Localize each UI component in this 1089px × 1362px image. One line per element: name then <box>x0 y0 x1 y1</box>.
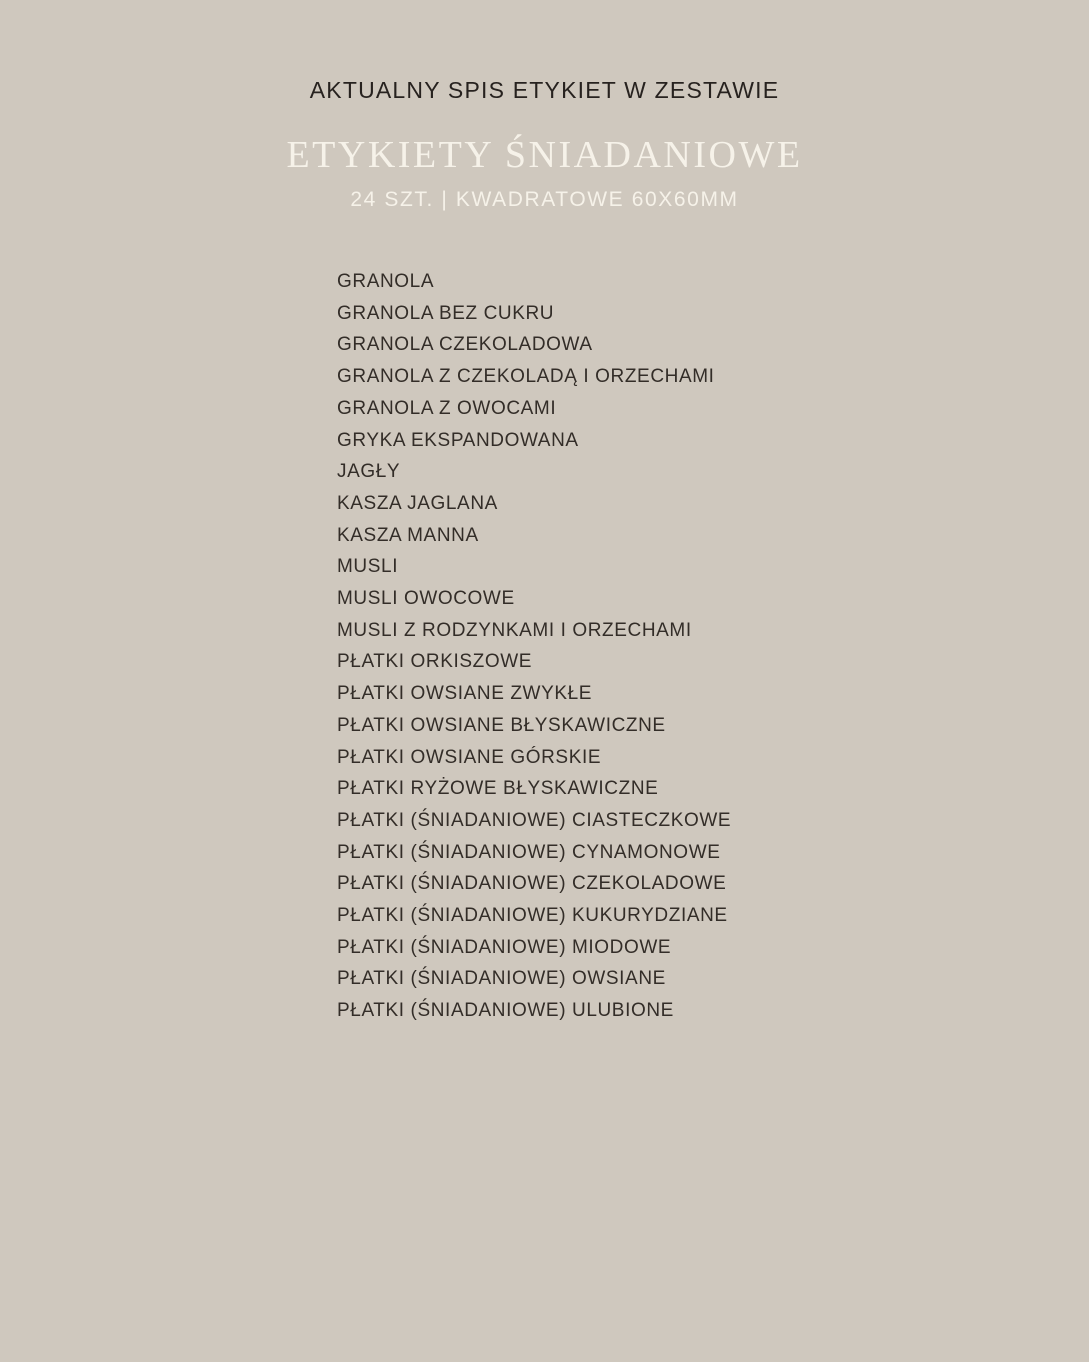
label-list-item: PŁATKI OWSIANE BŁYSKAWICZNE <box>337 714 666 736</box>
page-kicker: AKTUALNY SPIS ETYKIET W ZESTAWIE <box>309 77 780 103</box>
label-list-item: PŁATKI OWSIANE GÓRSKIE <box>337 746 602 768</box>
label-list-item: MUSLI Z RODZYNKAMI I ORZECHAMI <box>337 619 692 641</box>
label-list-item: PŁATKI (ŚNIADANIOWE) CIASTECZKOWE <box>337 809 732 831</box>
label-list-item: MUSLI OWOCOWE <box>337 588 515 610</box>
label-list-item: PŁATKI OWSIANE ZWYKŁE <box>337 683 593 705</box>
page-subtitle: 24 SZT. | KWADRATOWE 60X60MM <box>350 188 739 211</box>
label-list-item: GRYKA EKSPANDOWANA <box>337 429 579 451</box>
label-list-item: GRANOLA BEZ CUKRU <box>337 302 555 324</box>
label-list-item: PŁATKI (ŚNIADANIOWE) CZEKOLADOWE <box>337 873 727 895</box>
label-list-item: PŁATKI (ŚNIADANIOWE) OWSIANE <box>337 968 666 990</box>
page-header <box>0 0 1089 211</box>
label-list-item: KASZA JAGLANA <box>337 492 498 514</box>
label-list-item: JAGŁY <box>337 461 401 483</box>
label-list <box>337 266 1089 1027</box>
label-list-item: PŁATKI ORKISZOWE <box>337 651 533 673</box>
label-list-item: GRANOLA Z OWOCAMI <box>337 397 557 419</box>
label-list-item: GRANOLA <box>337 271 435 292</box>
page-title: ETYKIETY ŚNIADANIOWE <box>286 134 803 176</box>
label-list-item: PŁATKI (ŚNIADANIOWE) MIODOWE <box>337 936 672 958</box>
label-list-item: PŁATKI (ŚNIADANIOWE) ULUBIONE <box>337 1000 674 1022</box>
label-list-item: KASZA MANNA <box>337 524 479 546</box>
label-list-item: PŁATKI (ŚNIADANIOWE) CYNAMONOWE <box>337 841 721 863</box>
label-list-item: GRANOLA Z CZEKOLADĄ I ORZECHAMI <box>337 366 715 388</box>
label-list-item: PŁATKI (ŚNIADANIOWE) KUKURYDZIANE <box>337 905 728 927</box>
label-list-item: MUSLI <box>337 556 399 578</box>
label-list-item: PŁATKI RYŻOWE BŁYSKAWICZNE <box>337 778 659 800</box>
label-list-item: GRANOLA CZEKOLADOWA <box>337 334 593 356</box>
